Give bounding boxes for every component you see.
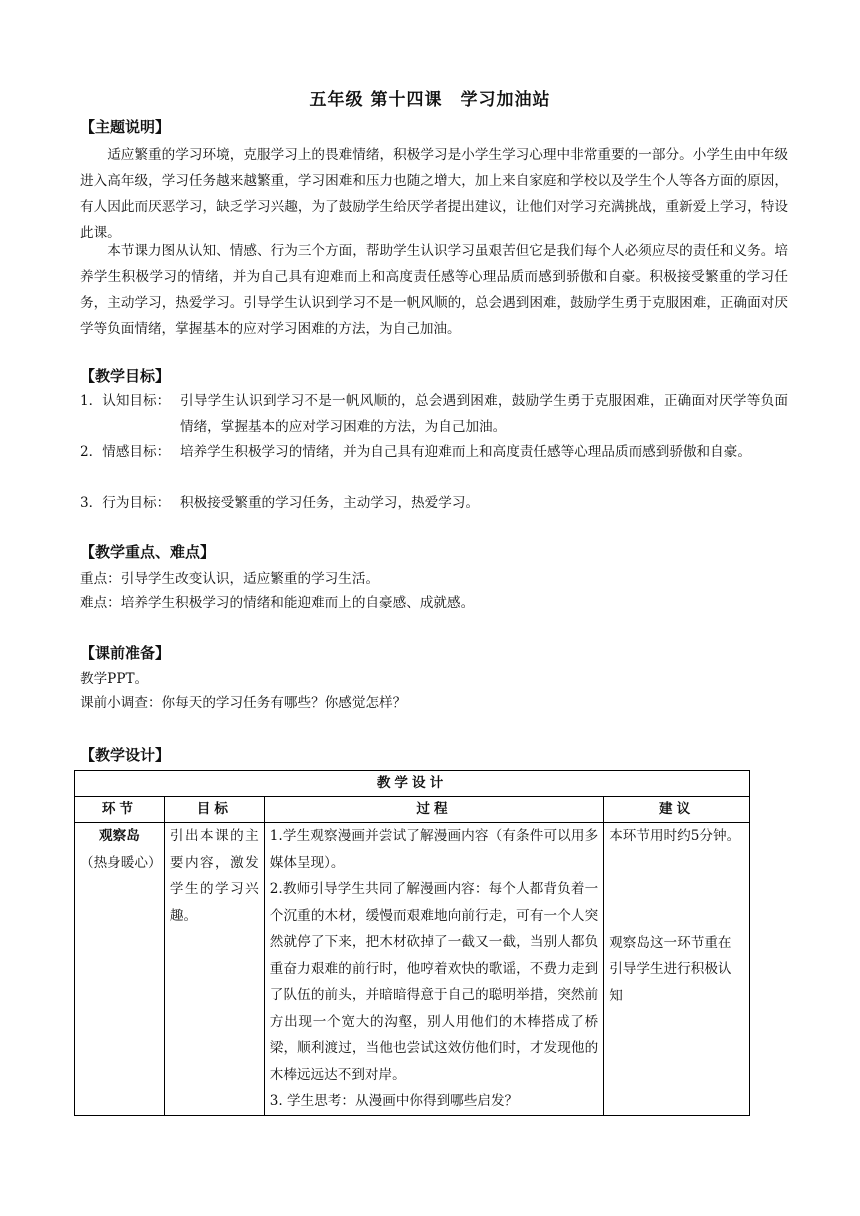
env-cell [75, 823, 165, 1116]
column-header-process: 过程 [264, 797, 603, 823]
objective-item [80, 490, 788, 516]
suggestion-focus: 观察岛这一环节重在引导学生进行积极认知 [609, 934, 732, 1004]
column-header-suggestion: 建议 [604, 797, 750, 823]
suggestion-cell [604, 823, 750, 1116]
process-cell [264, 823, 603, 1116]
design-heading: 【教学设计】 [80, 746, 171, 764]
goal-cell: 引出本课的主要内容，激发学生的学习兴趣。 [164, 823, 264, 1116]
theme-paragraph-2: 本节课力图从认知、情感、行为三个方面，帮助学生认识学习虽艰苦但它是我们每个人必须应尽的责任和义务。培养学生积极学习的情绪，并为自己具有迎难而上和高度责任感等心理品质而感到骄傲和自豪。积极接受繁重的学习任务，主动学习，热爱学习。引导学生认识到学习不是一帆风顺的，总会遇到困难，鼓励学生勇于克服困难，正确面对厌学等负面情绪，掌握基本的应对学习困难的方法，为自己加油。 [80, 243, 788, 337]
objective-label: 3．行为目标： [80, 495, 171, 511]
objective-item [80, 388, 788, 440]
env-name: 观察岛 [99, 828, 140, 844]
objective-text: 引导学生认识到学习不是一帆风顺的，总会遇到困难，鼓励学生勇于克服困难，正确面对厌学等负面情绪，掌握基本的应对学习困难的方法，为自己加油。 [180, 393, 788, 435]
preparation-line: 教学PPT。 [80, 671, 149, 687]
column-header-env: 环节 [75, 797, 165, 823]
objective-text: 培养学生积极学习的情绪，并为自己具有迎难而上和高度责任感等心理品质而感到骄傲和自豪。 [180, 444, 751, 460]
theme-heading: 【主题说明】 [80, 118, 171, 136]
design-table-title: 教学设计 [75, 771, 750, 797]
preparation-heading: 【课前准备】 [80, 644, 171, 662]
column-header-goal: 目标 [164, 797, 264, 823]
process-step: 1.学生观察漫画并尝试了解漫画内容（有条件可以用多媒体呈现）。 [269, 828, 599, 871]
key-point: 重点：引导学生改变认识，适应繁重的学习生活。 [80, 571, 380, 587]
theme-paragraph-1: 适应繁重的学习环境，克服学习上的畏难情绪，积极学习是小学生学习心理中非常重要的一部分。小学生由中年级进入高年级，学习任务越来越繁重，学习困难和压力也随之增大，加上来自家庭和学校以及学生个人等各方面的原因，有人因此而厌恶学习，缺乏学习兴趣，为了鼓励学生给厌学者提出建议，让他们对学习充满挑战，重新爱上学习，特设此课。 [80, 147, 788, 241]
process-step: 3. 学生思考：从漫画中你得到哪些启发？ [269, 1093, 519, 1109]
design-table [74, 770, 750, 1116]
difficult-point: 难点：培养学生积极学习的情绪和能迎难而上的自豪感、成就感。 [80, 595, 475, 611]
objective-label: 2．情感目标： [80, 444, 171, 460]
lesson-title: 五年级 第十四课 学习加油站 [309, 90, 551, 110]
env-subtitle: （热身暖心） [80, 854, 162, 871]
table-row [75, 823, 750, 1116]
objective-text: 积极接受繁重的学习任务，主动学习，热爱学习。 [180, 495, 480, 511]
keypoints-heading: 【教学重点、难点】 [80, 543, 216, 561]
objective-label: 1．认知目标： [80, 393, 171, 409]
preparation-line: 课前小调查：你每天的学习任务有哪些？你感觉怎样？ [80, 695, 407, 711]
objective-item [80, 439, 788, 465]
objectives-heading: 【教学目标】 [80, 367, 171, 385]
process-step: 2.教师引导学生共同了解漫画内容：每个人都背负着一个沉重的木材，缓慢而艰难地向前行走，可有一个人突然就停了下来，把木材砍掉了一截又一截，当别人都负重奋力艰难的前行时，他哼着欢快的歌谣，不费力走到了队伍的前头，并暗暗得意于自己的聪明举措，突然前方出现一个宽大的沟壑，别人用他们的木棒搭成了桥梁，顺利渡过，当他也尝试这效仿他们时，才发现他的木棒远远达不到对岸。 [269, 881, 599, 1083]
suggestion-time: 本环节用时约5分钟。 [609, 828, 741, 844]
